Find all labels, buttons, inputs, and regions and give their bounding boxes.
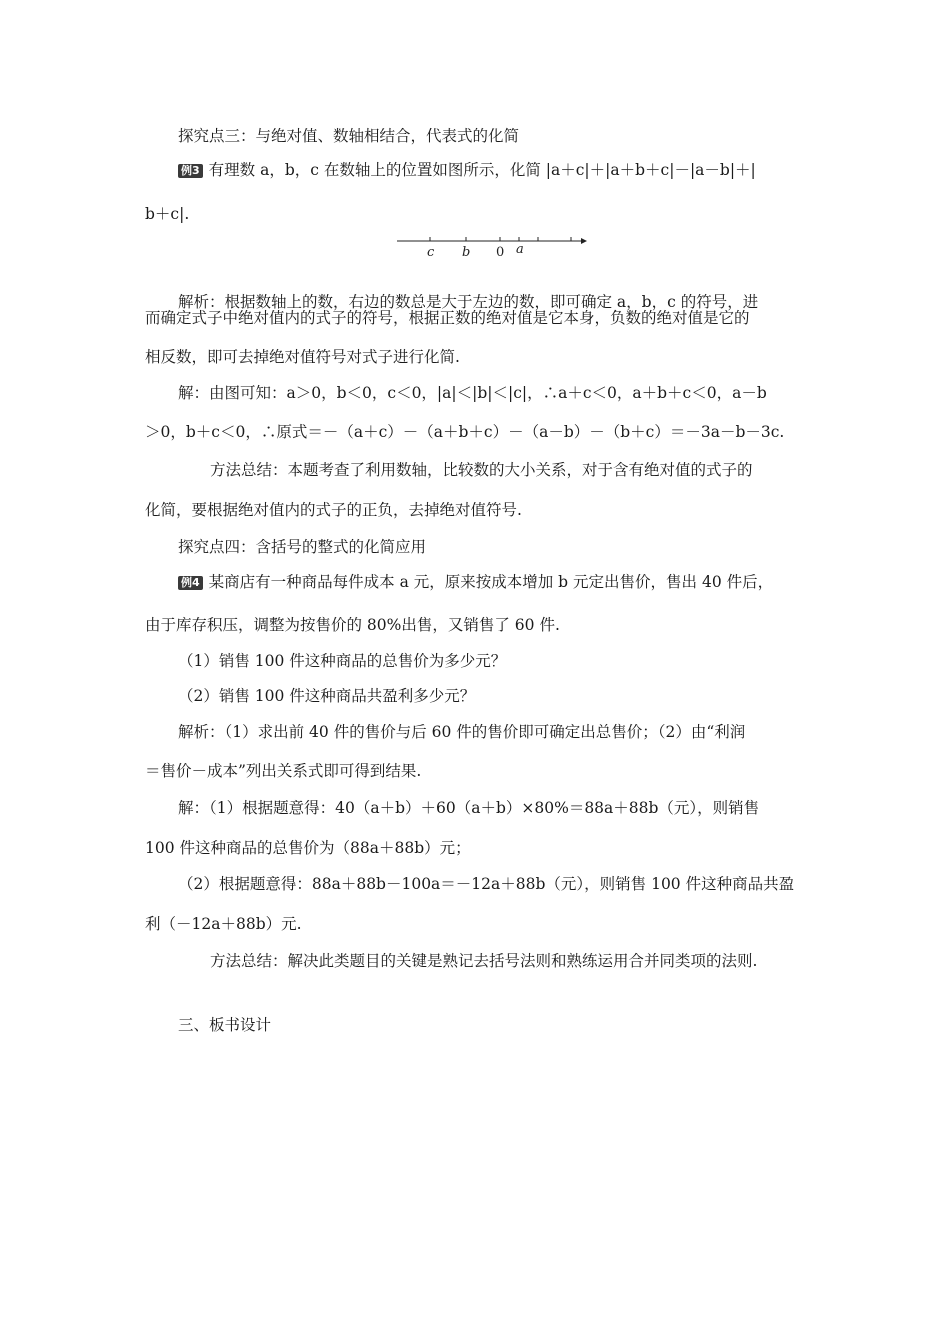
example4-question1: （1）销售 100 件这种商品的总售价为多少元？ [178, 652, 507, 670]
example3-problem-line1 [178, 160, 756, 180]
example4-summary: 方法总结：解决此类题目的关键是熟记去括号法则和熟练运用合并同类项的法则. [210, 952, 758, 970]
example3-problem-line2: b＋c|. [145, 205, 190, 223]
example3-analysis-line2: 而确定式子中绝对值内的式子的符号，根据正数的绝对值是它本身，负数的绝对值是它的 [145, 309, 750, 327]
example3-summary-line1: 方法总结：本题考查了利用数轴，比较数的大小关系，对于含有绝对值的式子的 [210, 461, 753, 479]
label-b: b [462, 245, 471, 260]
section4-heading: 探究点四：含括号的整式的化简应用 [178, 538, 427, 556]
example4-solution1-line2: 100 件这种商品的总售价为（88a＋88b）元； [145, 839, 471, 857]
label-c: c [427, 245, 435, 260]
example4-problem-text: 某商店有一种商品每件成本 a 元，原来按成本增加 b 元定出售价，售出 40 件后， [208, 573, 774, 591]
example4-analysis-line1: 解析：（1）求出前 40 件的售价与后 60 件的售价即可确定出总售价；（2）由“利润 [178, 723, 746, 741]
example3-problem-text: 有理数 a，b，c 在数轴上的位置如图所示，化简 |a＋c|＋|a＋b＋c|－|a－b|＋| [208, 161, 756, 179]
label-a: a [516, 242, 524, 257]
number-line-arrow [581, 238, 587, 244]
label-zero: 0 [496, 245, 505, 260]
section3-heading: 探究点三：与绝对值、数轴相结合，代表式的化简 [178, 127, 520, 145]
example4-solution2-line2: 利（－12a＋88b）元. [145, 915, 302, 933]
example4-solution1-line1: 解：（1）根据题意得：40（a＋b）＋60（a＋b）×80%＝88a＋88b（元），则销售 [178, 799, 760, 817]
example4-badge: 例4 [178, 576, 203, 590]
example3-solution-line2: ＞0，b＋c＜0，∴原式＝－（a＋c）－（a＋b＋c）－（a－b）－（b＋c）＝－3a－b－3c. [145, 423, 785, 441]
example3-badge: 例3 [178, 164, 203, 178]
example4-question2: （2）销售 100 件这种商品共盈利多少元？ [178, 687, 476, 705]
example3-solution-line1: 解：由图可知：a＞0，b＜0，c＜0，|a|＜|b|＜|c|，∴a＋c＜0，a＋b＋c＜0，a－b [178, 384, 767, 402]
number-line-figure [395, 230, 595, 264]
example4-problem-line2: 由于库存积压，调整为按售价的 80%出售，又销售了 60 件. [145, 616, 560, 634]
example3-analysis-line3: 相反数，即可去掉绝对值符号对式子进行化简. [145, 348, 460, 366]
example3-analysis-line1: 解析：根据数轴上的数，右边的数总是大于左边的数，即可确定 a，b，c 的符号，进 [178, 293, 759, 311]
example4-analysis-line2: ＝售价－成本”列出关系式即可得到结果. [145, 762, 422, 780]
board-design-heading: 三、板书设计 [178, 1016, 272, 1034]
example3-summary-line2: 化简，要根据绝对值内的式子的正负，去掉绝对值符号. [145, 501, 522, 519]
example4-solution2-line1: （2）根据题意得：88a＋88b－100a＝－12a＋88b（元），则销售 100 件这种商品共盈 [178, 875, 795, 893]
example4-problem-line1 [178, 572, 773, 592]
